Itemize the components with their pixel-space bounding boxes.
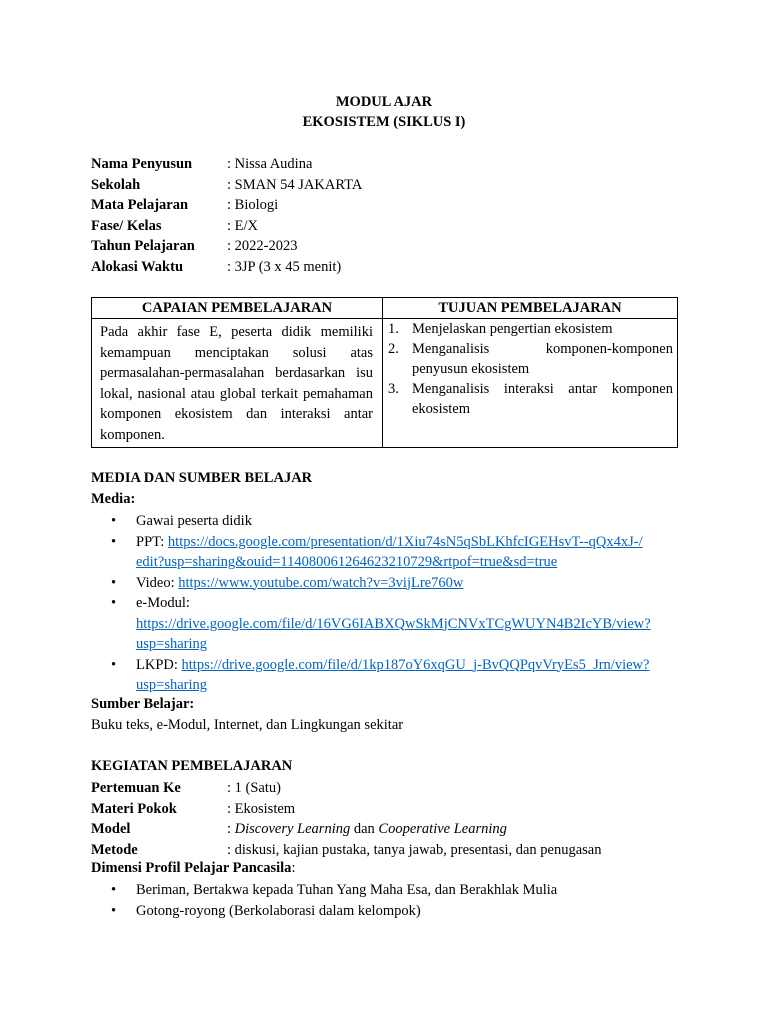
- tujuan-header: TUJUAN PEMBELAJARAN: [383, 298, 678, 319]
- list-item: [91, 880, 681, 901]
- media-label: Media:: [91, 491, 136, 507]
- kegiatan-row: [91, 819, 601, 840]
- info-row: [91, 236, 362, 257]
- emodul-link[interactable]: https://drive.google.com/file/d/16VG6IABXQwSkMjCNVxTCgWUYN4B2IcYB/view?: [136, 615, 651, 632]
- model-value-2: Cooperative Learning: [378, 821, 507, 837]
- capaian-text: Pada akhir fase E, peserta didik memiliki kemampuan menciptakan solusi atas permasalahan-permasalahan berdasarkan isu lokal, nasional atau global terkait pemahaman komponen ekosistem dan interaksi antar komponen.: [92, 319, 383, 448]
- video-prefix: Video:: [136, 574, 179, 591]
- emodul-link-cont[interactable]: usp=sharing: [136, 636, 208, 652]
- info-label: Mata Pelajaran: [91, 197, 189, 213]
- media-heading: MEDIA DAN SUMBER BELAJAR: [91, 470, 313, 486]
- bullet-icon: •: [111, 882, 117, 898]
- kegiatan-row: [91, 778, 601, 799]
- list-item: [91, 655, 681, 696]
- dimensi-list: [91, 880, 681, 921]
- bullet-icon: •: [111, 574, 117, 591]
- info-label: Sekolah: [91, 176, 141, 193]
- tujuan-item: [383, 339, 673, 379]
- dimensi-heading: [91, 860, 295, 877]
- lkpd-link[interactable]: https://drive.google.com/file/d/1kp187oY6xqGU_j-BvQQPqvVryEs5_Jrn/view?: [181, 656, 650, 673]
- dimensi-item: Gotong-royong (Berkolaborasi dalam kelompok): [136, 902, 421, 919]
- kegiatan-value: : 1 (Satu): [227, 780, 281, 796]
- info-value: : Biologi: [227, 197, 279, 213]
- info-value: : 2022-2023: [227, 238, 298, 254]
- info-row: [91, 216, 362, 237]
- model-value: [227, 819, 507, 840]
- kegiatan-value: : Ekosistem: [227, 800, 296, 817]
- tujuan-number: 3.: [388, 381, 399, 397]
- video-link[interactable]: https://www.youtube.com/watch?v=3vijLre760w: [178, 574, 464, 591]
- media-item-text: Gawai peserta didik: [136, 513, 252, 529]
- ppt-link-cont[interactable]: edit?usp=sharing&ouid=114080061264623210729&rtpof=true&sd=true: [136, 554, 558, 570]
- tujuan-list: [383, 319, 673, 419]
- kegiatan-label: Pertemuan Ke: [91, 780, 181, 796]
- tujuan-text: Menganalisis komponen-komponen penyusun ekosistem: [412, 341, 673, 377]
- info-value: : 3JP (3 x 45 menit): [227, 258, 342, 275]
- learning-table: [91, 297, 678, 448]
- info-label: Tahun Pelajaran: [91, 238, 195, 254]
- dimensi-item: Beriman, Bertakwa kepada Tuhan Yang Maha Esa, dan Berakhlak Mulia: [136, 882, 558, 898]
- info-value: : SMAN 54 JAKARTA: [227, 176, 363, 193]
- ppt-prefix: PPT:: [136, 533, 168, 550]
- bullet-icon: •: [111, 533, 117, 550]
- tujuan-number: 1.: [388, 321, 399, 337]
- model-colon: :: [227, 821, 235, 837]
- metode-value: : diskusi, kajian pustaka, tanya jawab, presentasi, dan penugasan: [227, 841, 602, 858]
- kegiatan-label: Materi Pokok: [91, 800, 177, 817]
- info-row: [91, 257, 362, 278]
- info-label: Alokasi Waktu: [91, 258, 184, 275]
- dimensi-label: Dimensi Profil Pelajar Pancasila: [91, 860, 292, 876]
- info-block: [91, 154, 362, 277]
- list-item: [91, 511, 681, 532]
- media-list: [91, 511, 681, 696]
- tujuan-number: 2.: [388, 341, 399, 357]
- kegiatan-block: [91, 778, 601, 860]
- document-subtitle: EKOSISTEM (SIKLUS I): [302, 114, 466, 130]
- metode-label: Metode: [91, 841, 138, 858]
- kegiatan-row: [91, 799, 601, 820]
- bullet-icon: •: [111, 656, 117, 673]
- kegiatan-row: [91, 840, 601, 861]
- lkpd-prefix: LKPD:: [136, 656, 182, 673]
- bullet-icon: •: [111, 902, 117, 919]
- list-item: [91, 573, 681, 594]
- info-row: [91, 195, 362, 216]
- bullet-icon: •: [111, 513, 117, 529]
- tujuan-text: Menganalisis interaksi antar komponen ekosistem: [412, 381, 673, 417]
- kegiatan-heading: KEGIATAN PEMBELAJARAN: [91, 758, 293, 774]
- list-item: [91, 593, 681, 655]
- tujuan-item: [383, 319, 673, 339]
- document-title: MODUL AJAR: [335, 94, 433, 110]
- tujuan-cell: [383, 319, 678, 448]
- dimensi-colon: :: [291, 860, 296, 876]
- list-item: [91, 532, 681, 573]
- tujuan-item: [383, 379, 673, 419]
- model-label: Model: [91, 821, 131, 837]
- model-value-1: Discovery Learning: [234, 821, 351, 837]
- info-row: [91, 175, 362, 196]
- model-conjunction: dan: [350, 821, 379, 837]
- ppt-link[interactable]: https://docs.google.com/presentation/d/1Xiu74sN5qSbLKhfcIGEHsvT--qQx4xJ-/: [167, 533, 643, 550]
- info-value: : E/X: [227, 217, 259, 234]
- tujuan-text: Menjelaskan pengertian ekosistem: [412, 321, 613, 337]
- info-label: Nama Penyusun: [91, 156, 193, 172]
- info-label: Fase/ Kelas: [91, 217, 162, 234]
- sumber-label: Sumber Belajar:: [91, 696, 195, 712]
- info-value: : Nissa Audina: [227, 156, 313, 172]
- capaian-header: CAPAIAN PEMBELAJARAN: [92, 298, 383, 319]
- list-item: [91, 901, 681, 922]
- emodul-prefix: e-Modul:: [136, 595, 190, 611]
- info-row: [91, 154, 362, 175]
- bullet-icon: •: [111, 595, 117, 611]
- sumber-text: Buku teks, e-Modul, Internet, dan Lingkungan sekitar: [91, 717, 404, 733]
- lkpd-link-cont[interactable]: usp=sharing: [136, 677, 208, 693]
